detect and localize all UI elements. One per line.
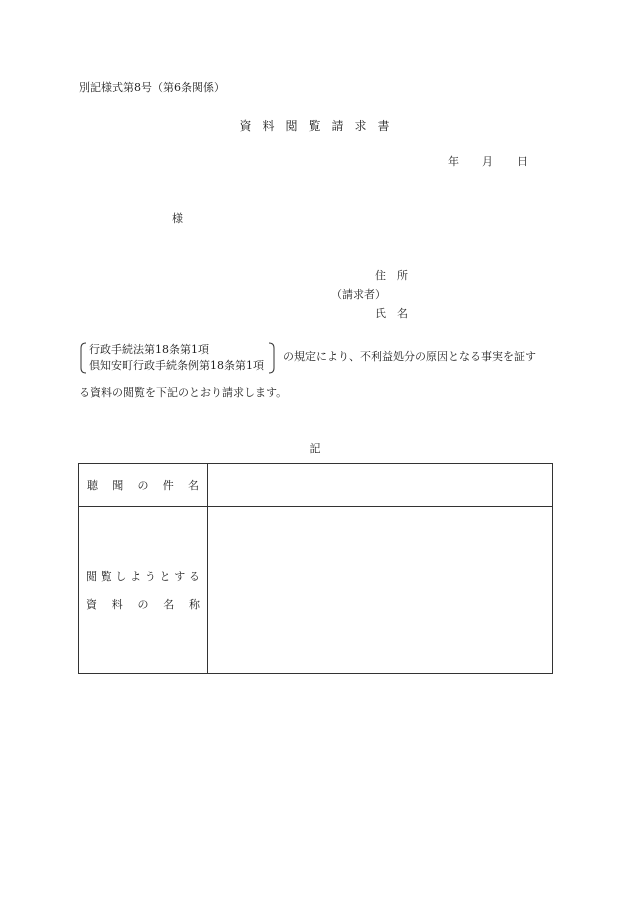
ki-heading: 記 bbox=[309, 442, 321, 455]
address-label: 住 所 bbox=[375, 269, 408, 282]
law-option-ordinance: 倶知安町行政手続条例第18条第1項 bbox=[89, 359, 264, 372]
form-number-label: 別記様式第8号（第6条関係） bbox=[79, 81, 225, 94]
label-char: の bbox=[137, 598, 149, 611]
document-name-label-line2 bbox=[79, 596, 207, 612]
statement-line-2: る資料の閲覧を下記のとおり請求します。 bbox=[79, 386, 288, 399]
label-char: 閲 bbox=[86, 570, 97, 583]
label-char: 件 bbox=[162, 479, 174, 492]
table-row bbox=[79, 507, 553, 674]
recipient-suffix: 様 bbox=[172, 212, 183, 225]
table-row bbox=[79, 464, 553, 507]
label-char: 聞 bbox=[112, 479, 124, 492]
law-option-act: 行政手続法第18条第1項 bbox=[89, 343, 209, 356]
label-char: の bbox=[137, 479, 149, 492]
date-month-label: 月 bbox=[482, 155, 493, 168]
label-char: 名 bbox=[188, 479, 199, 492]
date-year-label: 年 bbox=[448, 155, 459, 168]
label-char: 覧 bbox=[100, 570, 112, 583]
label-char: 称 bbox=[189, 598, 200, 611]
label-char: う bbox=[144, 570, 156, 583]
label-char: 資 bbox=[86, 598, 97, 611]
document-title: 資料閲覧請求書 bbox=[239, 119, 401, 133]
request-table bbox=[78, 463, 553, 674]
label-char: る bbox=[188, 570, 200, 583]
date-day-label: 日 bbox=[517, 155, 528, 168]
label-char: 名 bbox=[163, 598, 175, 611]
label-char: と bbox=[159, 570, 171, 583]
label-char: 聴 bbox=[87, 479, 98, 492]
label-char: し bbox=[115, 570, 127, 583]
hearing-subject-field[interactable] bbox=[208, 464, 553, 507]
requester-label: （請求者） bbox=[331, 288, 386, 301]
law-options-bracket bbox=[80, 342, 275, 374]
label-char: よ bbox=[130, 570, 142, 583]
hearing-subject-label bbox=[79, 477, 207, 493]
name-label: 氏 名 bbox=[375, 307, 408, 320]
label-char: す bbox=[174, 570, 186, 583]
document-name-label-line1 bbox=[79, 568, 207, 584]
statement-line-1: の規定により、不利益処分の原因となる事実を証す bbox=[283, 350, 536, 363]
hearing-subject-label-cell bbox=[79, 464, 208, 507]
label-char: 料 bbox=[111, 598, 123, 611]
document-name-label-cell bbox=[79, 507, 208, 674]
document-name-field[interactable] bbox=[208, 507, 553, 674]
